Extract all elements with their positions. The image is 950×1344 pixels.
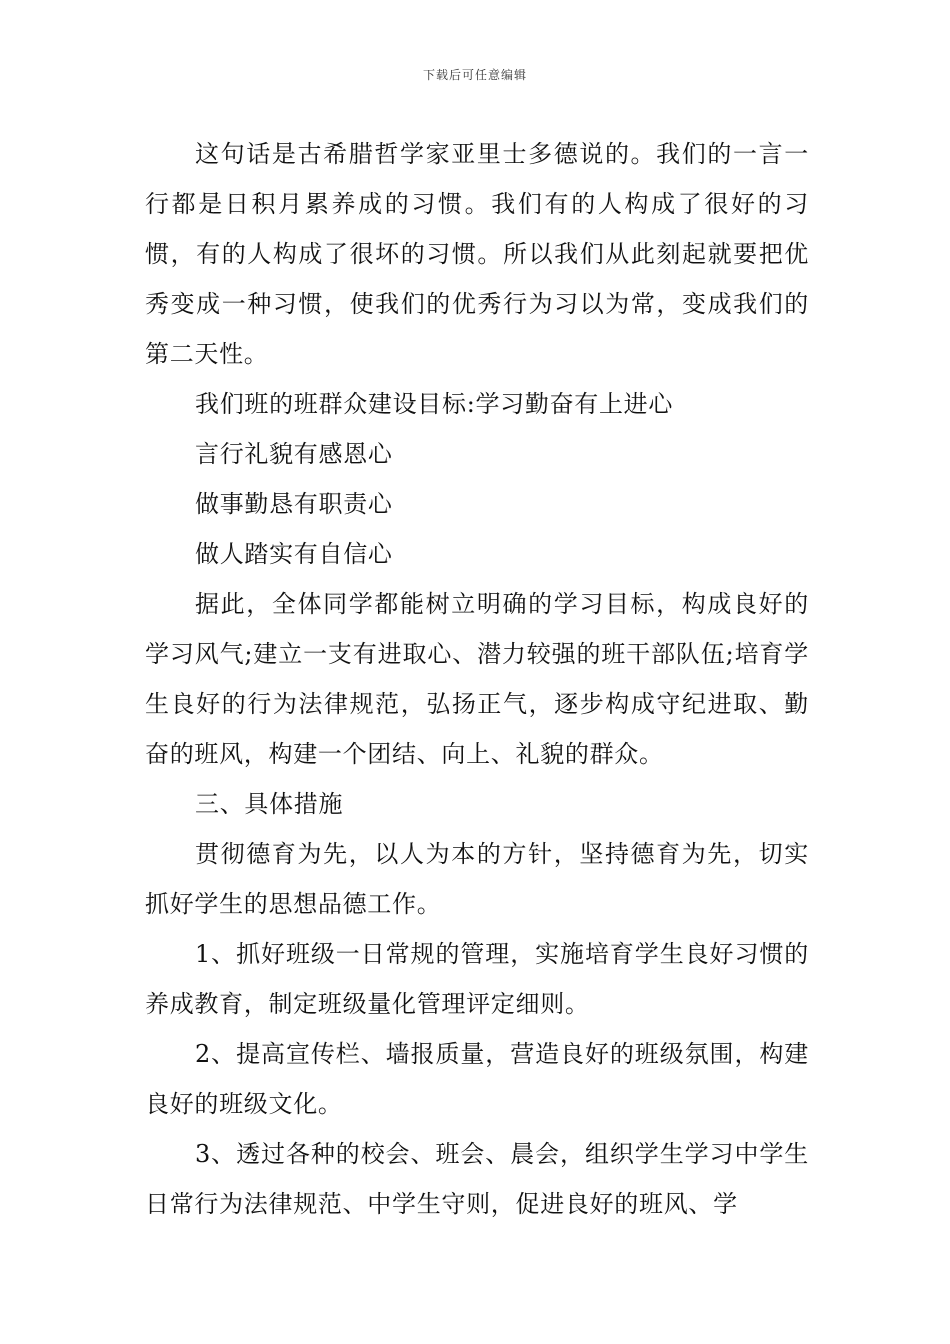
paragraph-habit: 这句话是古希腊哲学家亚里士多德说的。我们的一言一行都是日积月累养成的习惯。我们有的人构成了很好的习惯，有的人构成了很坏的习惯。所以我们从此刻起就要把优秀变成一种习惯，使我们的优秀行为习以为常，变成我们的第二天性。 [145, 140, 809, 368]
list-item-3: 3、透过各种的校会、班会、晨会，组织学生学习中学生日常行为法律规范、中学生守则，促进良好的班风、学 [145, 1140, 809, 1218]
header-note: 下载后可任意编辑 [422, 68, 527, 82]
paragraph-moral-education: 贯彻德育为先，以人为本的方针，坚持德育为先，切实抓好学生的思想品德工作。 [145, 840, 809, 918]
paragraph-goal-courtesy: 言行礼貌有感恩心 [195, 440, 393, 468]
paragraph-goal-confidence: 做人踏实有自信心 [195, 540, 393, 568]
paragraph-class-goal: 我们班的班群众建设目标:学习勤奋有上进心 [195, 390, 674, 418]
section-heading-measures: 三、具体措施 [195, 790, 344, 818]
list-item-2: 2、提高宣传栏、墙报质量，营造良好的班级氛围，构建良好的班级文化。 [145, 1040, 809, 1118]
paragraph-accordingly: 据此，全体同学都能树立明确的学习目标，构成良好的学习风气;建立一支有进取心、潜力较强的班干部队伍;培育学生良好的行为法律规范，弘扬正气，逐步构成守纪进取、勤奋的班风，构建一个团结、向上、礼貌的群众。 [145, 590, 809, 768]
paragraph-goal-responsibility: 做事勤恳有职责心 [195, 490, 393, 518]
document-body [145, 129, 809, 1229]
list-item-1: 1、抓好班级一日常规的管理，实施培育学生良好习惯的养成教育，制定班级量化管理评定细则。 [145, 940, 809, 1018]
